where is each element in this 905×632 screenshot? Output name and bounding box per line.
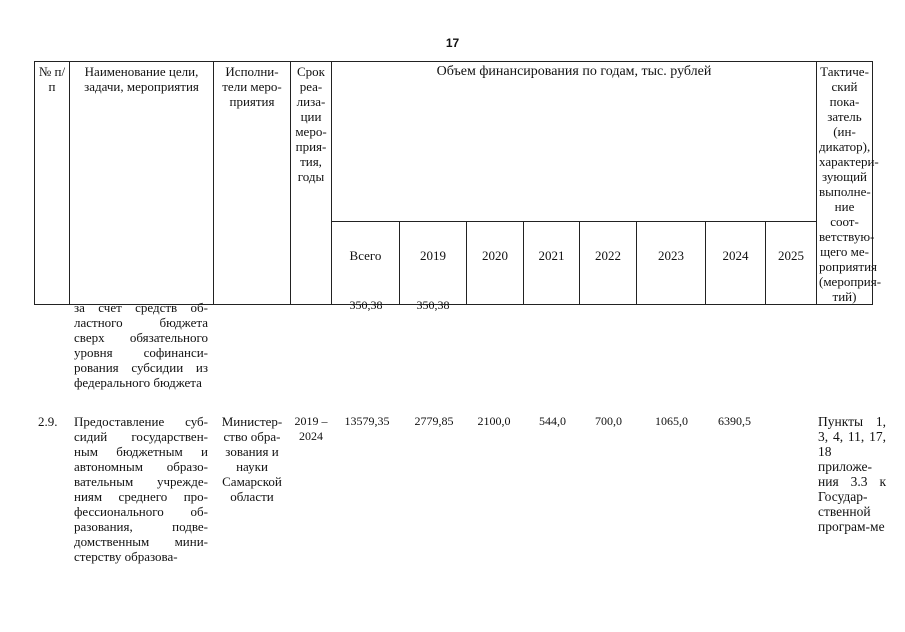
- row-term: 2019 – 2024: [294, 414, 328, 443]
- header-no: № п/п: [35, 62, 70, 305]
- header-year-2024: 2024: [706, 221, 766, 304]
- header-indicator: Тактиче-ский пока-затель (ин-дикатор), характери-зующий выполне-ние соот-ветствую-щего ме-роприятия (мероприя-тий): [817, 62, 873, 305]
- row-value-2023: 1065,0: [655, 414, 688, 428]
- table-body: [0, 294, 905, 632]
- header-executor: Исполни-тели меро-приятия: [214, 62, 291, 305]
- header-year-2020: 2020: [467, 221, 524, 304]
- header-funding: Объем финансирования по годам, тыс. рублей: [332, 62, 817, 222]
- row-value-total: 13579,35: [344, 414, 390, 428]
- header-year-2021: 2021: [524, 221, 580, 304]
- table-header: [34, 61, 882, 305]
- header-term: Срок реа-лиза-ции меро-прия-тия, годы: [291, 62, 332, 305]
- header-year-2023: 2023: [637, 221, 706, 304]
- header-year-2022: 2022: [580, 221, 637, 304]
- row-executor: Министер-ство обра-зования и науки Самарской области: [221, 414, 283, 504]
- row-value-2020: 2100,0: [477, 414, 511, 428]
- row-indicator: Пункты 1, 3, 4, 11, 17, 18 приложе-ния 3.3 к Государ-ственной програм-ме: [818, 414, 886, 534]
- header-year-total: Всего: [332, 221, 400, 304]
- row-value-2024: 6390,5: [718, 414, 751, 428]
- row-name: за счет средств об-ластного бюджета сверх обязательного уровня софинанси-рования субсидии из федерального бюджета: [74, 300, 208, 390]
- row-value-2021: 544,0: [539, 414, 566, 428]
- header-year-2025: 2025: [766, 221, 817, 304]
- row-value-2019: 350,38: [416, 298, 450, 312]
- row-no: 2.9.: [38, 414, 58, 429]
- row-value-2019: 2779,85: [414, 414, 454, 428]
- row-value-2022: 700,0: [595, 414, 622, 428]
- page-number: 17: [445, 36, 460, 50]
- header-name: Наименование цели, задачи, мероприятия: [70, 62, 214, 305]
- header-year-2019: 2019: [400, 221, 467, 304]
- row-name: Предоставление суб-сидий государствен-ным бюджетным и автономным образо-вательным учрежде-ниям среднего про-фессионального об-разования, подве-домственным мини-стерству образова-: [74, 414, 208, 564]
- row-value-total: 350,38: [349, 298, 383, 312]
